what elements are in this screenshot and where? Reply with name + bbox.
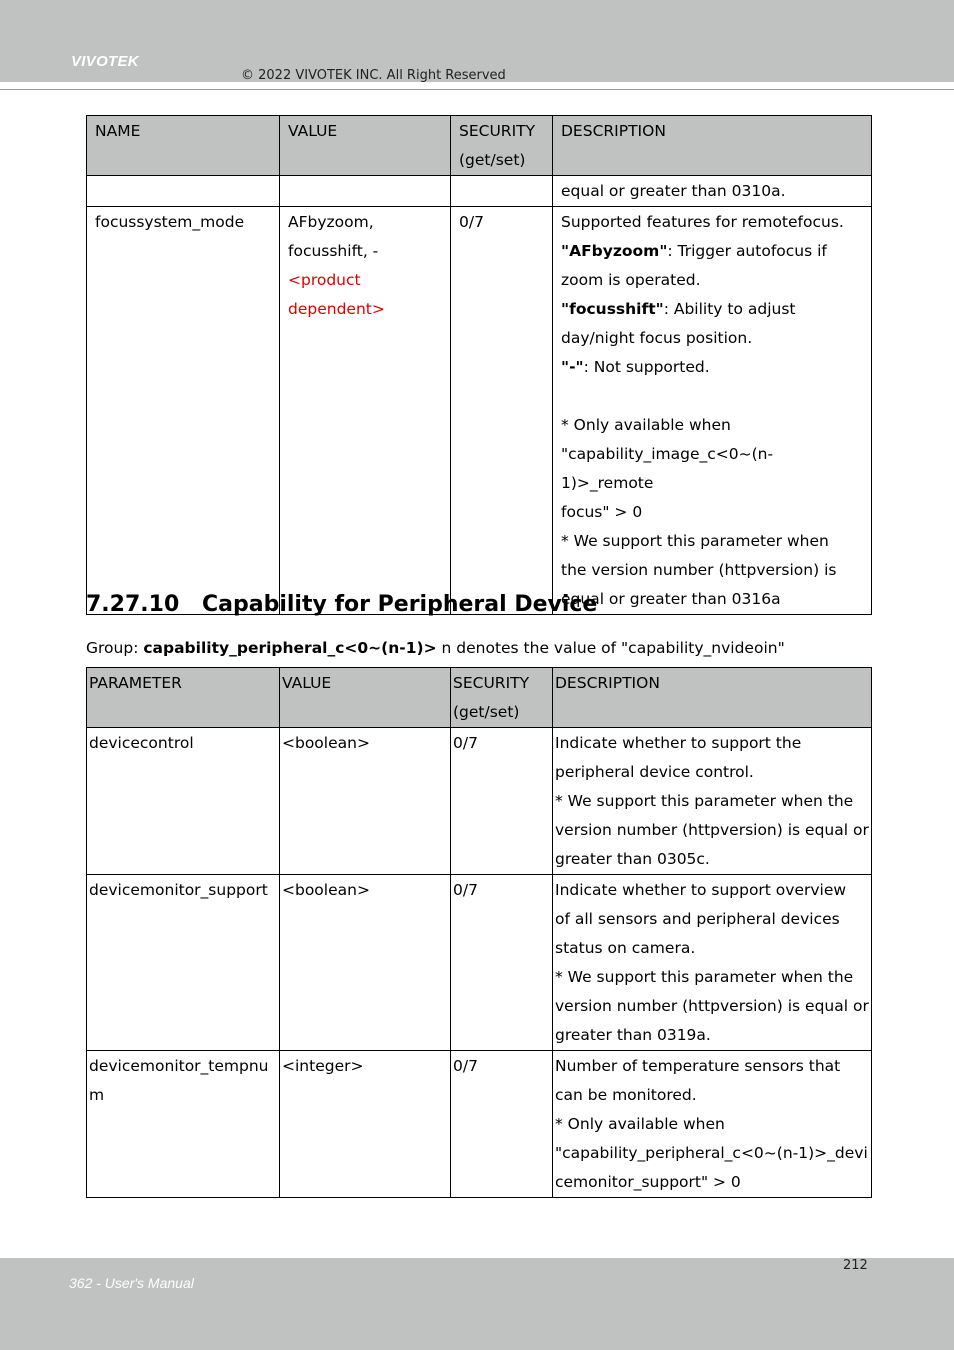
- parameter-table-focus: [86, 115, 872, 615]
- page-number: 212: [843, 1258, 868, 1273]
- copyright-notice: © 2022 VIVOTEK INC. All Right Reserved: [241, 68, 506, 83]
- table-row: [87, 207, 872, 615]
- param-description: Indicate whether to support the peripheral device control. * We support this parameter when the version number (httpversion) is equal or greater than 0305c.: [553, 728, 872, 875]
- header-parameter: PARAMETER: [87, 668, 280, 728]
- param-name: devicemonitor_support: [87, 875, 280, 1051]
- header-security: SECURITY (get/set): [451, 116, 553, 176]
- header-name: NAME: [87, 116, 280, 176]
- header-description: DESCRIPTION: [553, 116, 872, 176]
- footer-band: [0, 1258, 954, 1350]
- header-value: VALUE: [280, 116, 451, 176]
- param-security: 0/7: [451, 1051, 553, 1198]
- param-name: devicemonitor_tempnu m: [87, 1051, 280, 1198]
- table-row: [87, 1051, 872, 1198]
- header-divider: [0, 89, 954, 90]
- param-security: 0/7: [451, 728, 553, 875]
- section-title-text: Capability for Peripheral Device: [202, 592, 598, 617]
- parameter-table-peripheral: [86, 667, 872, 1198]
- param-description: Number of temperature sensors that can be monitored. * Only available when "capability_peripheral_c<0~(n-1)>_devi cemonitor_support" > 0: [553, 1051, 872, 1198]
- param-value: <boolean>: [280, 728, 451, 875]
- param-security: 0/7: [451, 207, 553, 615]
- product-dependent-note: <product: [288, 271, 361, 289]
- row-description: equal or greater than 0310a.: [553, 176, 872, 207]
- section-number: 7.27.10: [86, 592, 180, 617]
- table-row: [87, 728, 872, 875]
- group-name: capability_peripheral_c<0~(n-1)>: [143, 639, 437, 657]
- param-value: AFbyzoom, focusshift, - <product dependent>: [280, 207, 451, 615]
- table-row: [87, 176, 872, 207]
- table-header-row: [87, 668, 872, 728]
- brand-logo-text: VIVOTEK: [71, 53, 139, 70]
- header-description: DESCRIPTION: [553, 668, 872, 728]
- manual-label: 362 - User's Manual: [69, 1275, 194, 1291]
- param-description: Indicate whether to support overview of all sensors and peripheral devices status on camera. * We support this parameter when the version number (httpversion) is equal or greater than 0319a.: [553, 875, 872, 1051]
- header-value: VALUE: [280, 668, 451, 728]
- param-value: <boolean>: [280, 875, 451, 1051]
- table-header-row: [87, 116, 872, 176]
- table-row: [87, 875, 872, 1051]
- param-name: focussystem_mode: [87, 207, 280, 615]
- param-description: Supported features for remotefocus. "AFbyzoom": Trigger autofocus if zoom is operated. "focusshift": Ability to adjust day/night focus position. "-": Not supported. * Only available when "capability_image_c<0~(n-1)>_remote focus" > 0 * We support this parameter when the version number (httpversion) is equal or greater than 0316a: [553, 207, 872, 615]
- param-value: <integer>: [280, 1051, 451, 1198]
- group-description: Group: capability_peripheral_c<0~(n-1)> n denotes the value of "capability_nvideoin": [86, 639, 785, 657]
- param-security: 0/7: [451, 875, 553, 1051]
- param-name: devicecontrol: [87, 728, 280, 875]
- section-heading: [86, 592, 597, 617]
- header-security: SECURITY (get/set): [451, 668, 553, 728]
